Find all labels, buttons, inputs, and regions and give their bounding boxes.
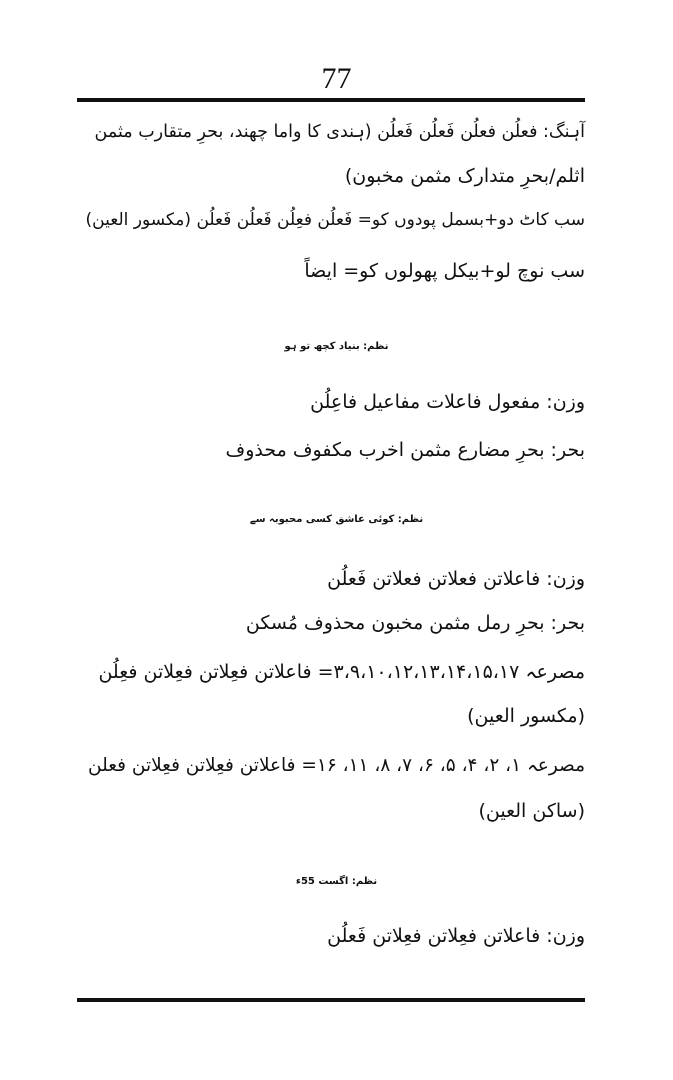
sab-noch-line: سب نوچ لو+بیکل پھولوں کو= ایضاً [304, 260, 585, 282]
misra-group-a-line-1: مصرعہ ۳،۹،۱۰،۱۲،۱۳،۱۴،۱۵،۱۷= فاعلاتن فعِلاتن فعِلاتن فعِلُن [98, 661, 585, 683]
nazm-2-bahr: بحر: بحرِ رمل مثمن مخبون محذوف مُسکن [245, 612, 585, 634]
nazm-1-bahr: بحر: بحرِ مضارع مثمن اخرب مکفوف محذوف [225, 439, 585, 461]
nazm-1-title: نظم: بنیاد کچھ تو ہو [284, 341, 389, 352]
ahang-line-2: اثلم/بحرِ متدارک مثمن مخبون) [344, 165, 585, 187]
bottom-divider [77, 998, 585, 1002]
ahang-line-1: آہنگ: فعلُن فعلُن فَعلُن فَعلُن (ہندی کا واما چھند، بحرِ متقارب مثمن [94, 122, 585, 142]
sab-kaat-line: سب کاٹ دو+بسمل پودوں کو= فَعلُن فعِلُن فَعلُن فَعلُن (مکسور العین) [85, 210, 585, 230]
nazm-2-title: نظم: کوئی عاشق کسی محبوبہ سے [249, 514, 424, 525]
top-divider [77, 98, 585, 102]
nazm-2-wazn: وزن: فاعلاتن فعلاتن فعلاتن فَعلُن [327, 568, 585, 590]
nazm-3-wazn: وزن: فاعلاتن فعِلاتن فعِلاتن فَعلُن [327, 925, 585, 947]
misra-group-b-line-1: مصرعہ ۱، ۲، ۴، ۵، ۶، ۷، ۸، ۱۱، ۱۶= فاعلاتن فعِلاتن فعِلاتن فعلن [88, 755, 585, 776]
misra-group-b-line-2: (ساکن العین) [478, 800, 585, 822]
misra-group-a-line-2: (مکسور العین) [467, 705, 585, 727]
nazm-3-title: نظم: اگست 55ء [295, 876, 378, 887]
page-number: 77 [321, 62, 352, 95]
nazm-1-wazn: وزن: مفعول فاعلات مفاعیل فاعِلُن [310, 391, 585, 413]
